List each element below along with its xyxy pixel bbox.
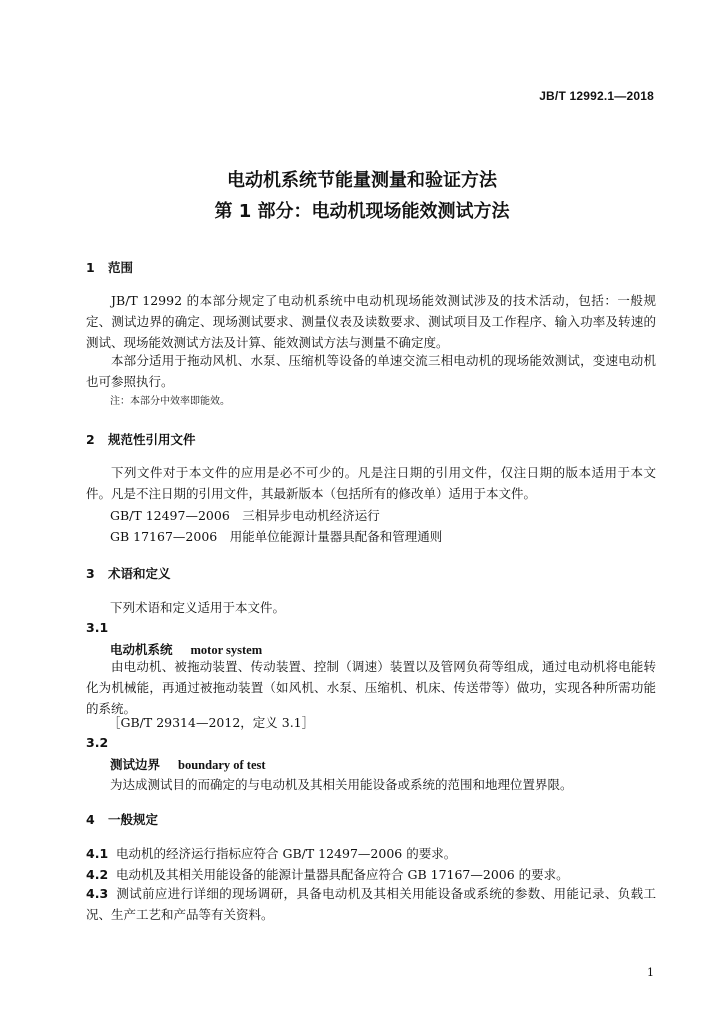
section-number: 3	[86, 566, 95, 581]
term-3-1-definition: 由电动机、被拖动装置、传动装置、控制（调速）装置以及管网负荷等组成，通过电动机将电能转化为机械能，再通过被拖动装置（如风机、水泵、压缩机、机床、传送带等）做功，实现各种所需功能的系统。	[86, 659, 656, 716]
clause-text: 测试前应进行详细的现场调研，具备电动机及其相关用能设备或系统的参数、用能记录、负载工况、生产工艺和产品等有关资料。	[86, 886, 656, 922]
clause-text: 电动机的经济运行指标应符合 GB/T 12497—2006 的要求。	[116, 846, 457, 861]
standard-code: JB/T 12992.1—2018	[539, 89, 654, 103]
section-1-paragraph-2: 本部分适用于拖动风机、水泵、压缩机等设备的单速交流三相电动机的现场能效测试，变速电动机也可参照执行。	[86, 353, 656, 389]
term-chinese: 电动机系统	[110, 642, 173, 657]
term-3-2-definition: 为达成测试目的而确定的与电动机及其相关用能设备或系统的范围和地理位置界限。	[110, 777, 573, 792]
document-title: 电动机系统节能量测量和验证方法	[227, 170, 497, 191]
term-3-1-number: 3.1	[86, 620, 109, 635]
section-number: 2	[86, 432, 95, 447]
section-title: 范围	[108, 260, 134, 275]
section-2-paragraph: 下列文件对于本文件的应用是必不可少的。凡是注日期的引用文件，仅注日期的版本适用于本文件。凡是不注日期的引用文件，其最新版本（包括所有的修改单）适用于本文件。	[86, 465, 656, 501]
section-3-intro: 下列术语和定义适用于本文件。	[110, 600, 286, 615]
section-1-note: 注：本部分中效率即能效。	[110, 396, 230, 407]
term-chinese: 测试边界	[110, 757, 161, 772]
page-number: 1	[647, 966, 654, 979]
clause-text: 电动机及其相关用能设备的能源计量器具配备应符合 GB 17167—2006 的要求。	[116, 867, 569, 882]
clause-number: 4.1	[86, 846, 109, 861]
section-3-heading	[86, 564, 171, 582]
section-number: 1	[86, 260, 95, 275]
clause-4-1	[86, 843, 656, 864]
section-title: 规范性引用文件	[108, 432, 196, 447]
term-3-2-number: 3.2	[86, 735, 109, 750]
section-2-heading	[86, 430, 196, 448]
clause-number: 4.2	[86, 867, 109, 882]
term-3-1-source: ［GB/T 29314—2012，定义 3.1］	[108, 715, 315, 730]
section-title: 术语和定义	[108, 566, 171, 581]
normative-reference-1: GB/T 12497—2006 三相异步电动机经济运行	[110, 508, 380, 523]
clause-4-2	[86, 864, 656, 885]
section-1-paragraph-1: JB/T 12992 的本部分规定了电动机系统中电动机现场能效测试涉及的技术活动，包括：一般规定、测试边界的确定、现场测试要求、测量仪表及读数要求、测试项目及工作程序、输入功率及转速的测试、现场能效测试方法及计算、能效测试方法与测量不确定度。	[86, 293, 656, 350]
clause-4-3	[86, 883, 656, 925]
term-3-2-title	[110, 755, 266, 773]
clause-number: 4.3	[86, 886, 109, 901]
term-english: boundary of test	[178, 758, 266, 772]
document-subtitle: 第 1 部分：电动机现场能效测试方法	[214, 201, 510, 222]
section-title: 一般规定	[108, 812, 159, 827]
section-number: 4	[86, 812, 95, 827]
section-4-heading	[86, 810, 158, 828]
section-1-heading	[86, 258, 133, 276]
term-english: motor system	[190, 643, 263, 657]
normative-reference-2: GB 17167—2006 用能单位能源计量器具配备和管理通则	[110, 529, 443, 544]
